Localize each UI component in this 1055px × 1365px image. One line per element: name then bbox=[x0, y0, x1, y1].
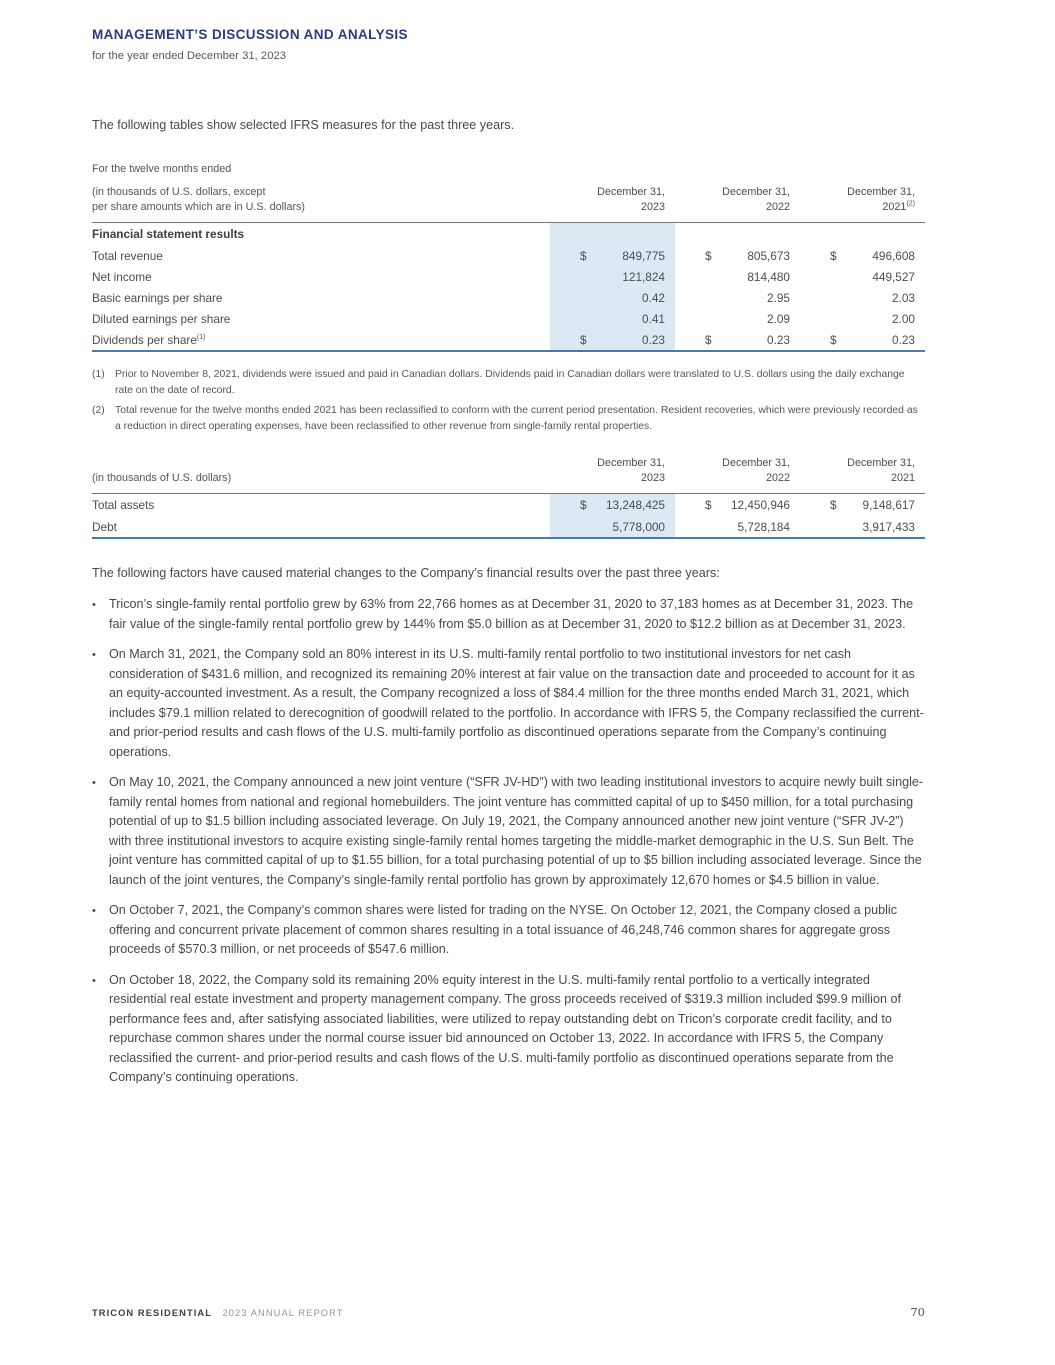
table-cell: 2.09 bbox=[767, 311, 790, 326]
list-item bbox=[92, 645, 925, 762]
footnote-ref: (2) bbox=[906, 200, 915, 208]
factor-text: On October 7, 2021, the Company’s common shares were listed for trading on the NYSE. On October 12, 2021, the Company closed a public offering and concurrent private placement of common shares resulting in a total issuance of 46,248,746 common shares for aggregate gross proceeds of $570.3 million, or net proceeds of $547.6 million. bbox=[109, 903, 898, 956]
table-row: Diluted earnings per share 0.41 2.09 2.00 bbox=[92, 308, 925, 329]
footnote-1 bbox=[92, 367, 925, 398]
table-cell: $ 0.23 bbox=[550, 329, 675, 350]
table1-period-label: For the twelve months ended bbox=[92, 163, 232, 175]
table-cell: $ 13,248,425 bbox=[550, 494, 675, 516]
list-item bbox=[92, 971, 925, 1088]
bullet-icon: • bbox=[92, 599, 96, 611]
footnote-text: Prior to November 8, 2021, dividends were issued and paid in Canadian dollars. Dividends paid in Canadian dollars were translated to U.S. dollars using the daily exchange rate on the date of record. bbox=[115, 369, 905, 396]
page-title: MANAGEMENT’S DISCUSSION AND ANALYSIS bbox=[92, 27, 408, 42]
table-row: Total assets $ 13,248,425 $ 12,450,946 $ 9,148,617 bbox=[92, 494, 925, 516]
page-number: 70 bbox=[910, 1305, 925, 1319]
table-row: Dividends per share$^{(1)}$ $ 0.23 $ 0.23 $ 0.23 bbox=[92, 329, 925, 350]
table-cell: $ 9,148,617 bbox=[830, 498, 915, 512]
footnote-ref: (1) bbox=[196, 333, 206, 341]
table-cell: 0.42 bbox=[550, 287, 675, 308]
table1-col-2022: December 31, 2022 bbox=[722, 186, 790, 213]
table1-col-2023: December 31, 2023 bbox=[597, 186, 665, 213]
table2-unit-note: (in thousands of U.S. dollars) bbox=[92, 472, 232, 484]
table-cell: 3,917,433 bbox=[862, 519, 915, 534]
table-row bbox=[92, 223, 925, 245]
factor-text: Tricon’s single-family rental portfolio grew by 63% from 22,766 homes as at December 31, 2020 to 37,183 homes as at December 31, 2023. The fair value of the single-family rental portfolio grew by 144% from $5.0 billion as at December 31, 2020 to $12.2 billion as at December 31, 2023. bbox=[109, 597, 914, 631]
bullet-icon: • bbox=[92, 777, 96, 789]
table-cell: $ 849,775 bbox=[550, 245, 675, 266]
table1-unit-note bbox=[92, 185, 550, 215]
table-cell: 814,480 bbox=[747, 269, 790, 284]
table1-section-header: Financial statement results bbox=[92, 227, 245, 241]
footnote-text: Total revenue for the twelve months ended 2021 has been reclassified to conform with the current period presentation. Resident recoveries, which were previously recorded as a reduction in direct operating expenses, have been reclassified to other revenue from single-family rental properties. bbox=[115, 405, 918, 432]
balance-sheet-table bbox=[92, 456, 925, 539]
table2-col-2023: December 31, 2023 bbox=[597, 457, 665, 484]
factors-list bbox=[92, 595, 925, 1088]
table-cell: $ 0.23 bbox=[705, 332, 790, 347]
table-cell: 5,778,000 bbox=[550, 516, 675, 537]
factors-intro: The following factors have caused material changes to the Company’s financial results over the past three years: bbox=[92, 566, 720, 580]
table-row: Net income 121,824 814,480 449,527 bbox=[92, 266, 925, 287]
table1-unit-note-line1: (in thousands of U.S. dollars, except bbox=[92, 186, 266, 198]
page-subtitle: for the year ended December 31, 2023 bbox=[92, 50, 287, 62]
table-cell: 121,824 bbox=[550, 266, 675, 287]
table-row: Debt 5,778,000 5,728,184 3,917,433 bbox=[92, 516, 925, 537]
footnote-2 bbox=[92, 403, 925, 434]
table-cell: 2.03 bbox=[892, 290, 915, 305]
page-content bbox=[92, 0, 925, 1099]
footnote-marker: (1) bbox=[92, 369, 105, 380]
page-footer bbox=[92, 1303, 925, 1321]
table1-body bbox=[92, 223, 925, 352]
bullet-icon: • bbox=[92, 649, 96, 661]
table2-body bbox=[92, 494, 925, 539]
table-cell: 0.41 bbox=[550, 308, 675, 329]
footnote-marker: (2) bbox=[92, 405, 105, 416]
table2-col-2021: December 31, 2021 bbox=[847, 457, 915, 484]
factor-text: On October 18, 2022, the Company sold its remaining 20% equity interest in the U.S. multi-family rental portfolio to a vertically integrated residential real estate investment and property management company. The gross proceeds received of $319.3 million included $99.9 million of performance fees and, after satisfying associated liabilities, were utilized to repay outstanding debt on Tricon’s corporate credit facility, and to repurchase common shares under the normal course issuer bid announced on October 13, 2022. In accordance with IFRS 5, the Company reclassified the current- and prior-period results and cash flows of the U.S. multi-family portfolio as discontinued operations separate from the Company’s continuing operations. bbox=[109, 972, 901, 1084]
factor-text: On May 10, 2021, the Company announced a new joint venture (“SFR JV-HD”) with two leading institutional investors to acquire newly built single-family rental homes from national and regional homebuilders. The joint venture has committed capital of up to $450 million, for a total purchasing potential of up to $1.5 billion including associated leverage. On July 19, 2021, the Company announced another new joint venture (“SFR JV-2”) with three institutional investors to acquire existing single-family rental homes targeting the middle-market demographic in the U.S. Sun Belt. The joint venture has committed capital of up to $1.55 billion, for a total purchasing potential of up to $5 billion including associated leverage. Since the launch of the joint ventures, the Company’s single-family rental portfolio has grown by approximately 12,670 homes or $4.5 billion in value. bbox=[109, 775, 924, 887]
table-cell bbox=[550, 223, 675, 245]
intro-paragraph: The following tables show selected IFRS measures for the past three years. bbox=[92, 118, 515, 132]
table2-col-2022: December 31, 2022 bbox=[722, 457, 790, 484]
table-cell bbox=[800, 223, 925, 245]
ifrs-measures-table bbox=[92, 163, 925, 352]
table-cell: $ 0.23 bbox=[830, 332, 915, 347]
table-cell: 2.00 bbox=[892, 311, 915, 326]
bullet-icon: • bbox=[92, 974, 96, 987]
footer-brand: TRICON RESIDENTIAL bbox=[92, 1308, 213, 1318]
table-cell: $ 496,608 bbox=[830, 248, 915, 263]
table-row: Basic earnings per share 0.42 2.95 2.03 bbox=[92, 287, 925, 308]
table-row: Total revenue $ 849,775 $ 805,673 $ 496,608 bbox=[92, 245, 925, 266]
bullet-icon: • bbox=[92, 905, 96, 917]
factor-text: On March 31, 2021, the Company sold an 80% interest in its U.S. multi-family rental portfolio to two institutional investors for net cash consideration of $431.6 million, and recognized its remaining 20% interest at fair value on the transaction date and proceeded to account for it as an equity-accounted investment. As a result, the Company recognized a loss of $84.4 million for the three months ended March 31, 2021, which includes $79.1 million related to derecognition of goodwill related to the portfolio. In accordance with IFRS 5, the Company reclassified the current- and prior-period results and cash flows of the U.S. multi-family portfolio as discontinued operations separate from the Company’s continuing operations. bbox=[109, 647, 924, 759]
table-cell: $ 805,673 bbox=[705, 248, 790, 263]
list-item bbox=[92, 773, 925, 890]
footer-brand-line bbox=[92, 1303, 344, 1321]
table1-unit-note-line2: per share amounts which are in U.S. dollars) bbox=[92, 201, 306, 213]
table1-header-row bbox=[92, 185, 925, 223]
table1-col-2021: December 31, 2021$^{(2)}$ bbox=[847, 186, 915, 213]
table-cell: 449,527 bbox=[872, 269, 915, 284]
table-cell: 2.95 bbox=[767, 290, 790, 305]
table-cell: $ 12,450,946 bbox=[705, 498, 790, 512]
table-cell: 5,728,184 bbox=[737, 519, 790, 534]
footer-report-title: 2023 ANNUAL REPORT bbox=[222, 1308, 344, 1318]
list-item bbox=[92, 595, 925, 634]
table-cell bbox=[675, 223, 800, 245]
table-footnotes bbox=[92, 367, 925, 434]
list-item bbox=[92, 901, 925, 960]
table2-header-row bbox=[92, 456, 925, 494]
